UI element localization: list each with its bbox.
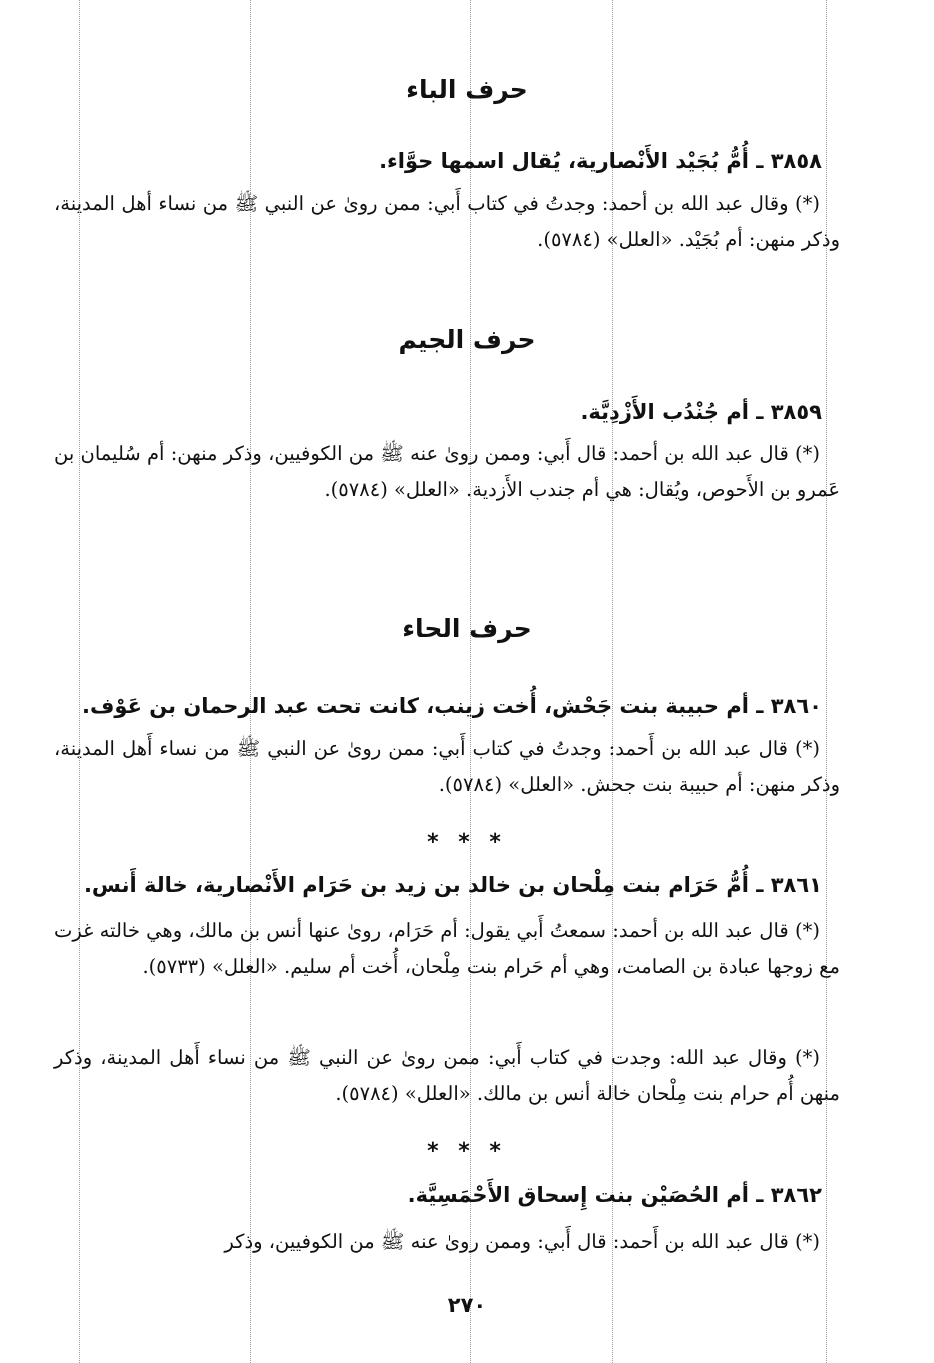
paragraph-text: (*) قال عبد الله بن أحمد: قال أَبي: وممن روىٰ عنه ﷺ من الكوفيين، وذكر منهن: أم سُليمان بن عَمرو بن الأَحوص، ويُقال: هي أم جندب الأَزدية. «العلل» (٥٧٨٤). [54, 442, 840, 501]
paragraph-text: (*) قال عبد الله بن أَحمد: قال أَبي: وممن روىٰ عنه ﷺ من الكوفيين، وذكر [224, 1230, 820, 1253]
page-number: ٢٧٠ [447, 1293, 487, 1317]
paragraph-text: (*) وقال عبد الله: وجدت في كتاب أَبي: ممن روىٰ عن النبي ﷺ من نساء أَهل المدينة، وذكر منهن أُم حرام بنت مِلْحان خالة أنس بن مالك. «العلل» (٥٧٨٤). [54, 1046, 840, 1105]
section-heading: حرف الحاء [402, 614, 532, 643]
paragraph-text: (*) قال عبد الله بن أحمد: سمعتُ أَبي يقول: أم حَرَام، روىٰ عنها أنس بن مالك، وهي خالته غزت مع زوجها عبادة بن الصامت، وهي أم حَرام بنت مِلْحان، أُخت أم سليم. «العلل» (٥٧٣٣). [54, 919, 840, 978]
section-heading: حرف الجيم [398, 325, 536, 354]
paragraph-text: (*) وقال عبد الله بن أحمد: وجدتُ في كتاب أَبي: ممن روىٰ عن النبي ﷺ من نساء أهل المدينة، وذكر منهن: أم بُجَيْد. «العلل» (٥٧٨٤). [54, 192, 840, 251]
entry-paragraph [54, 1224, 840, 1260]
separator-stars: * * * [427, 830, 507, 855]
paragraph-text: (*) قال عبد الله بن أَحمد: وجدتُ في كتاب أَبي: ممن روىٰ عن النبي ﷺ من نساء أَهل المدينة، وذكر منهن: أم حبيبة بنت جحش. «العلل» (٥٧٨٤). [54, 737, 840, 796]
separator-stars: * * * [427, 1139, 507, 1164]
entry-title: ٣٨٥٨ ـ أُمُّ بُجَيْد الأَنْصارية، يُقال اسمها حوَّاء. [379, 149, 822, 173]
section-heading: حرف الباء [406, 75, 528, 104]
entry-paragraph [54, 913, 840, 985]
entry-paragraph [54, 1040, 840, 1112]
entry-title: ٣٨٥٩ ـ أم جُنْدُب الأَزْدِيَّة. [580, 400, 822, 424]
entry-title: ٣٨٦١ ـ أُمُّ حَرَام بنت مِلْحان بن خالد بن زيد بن حَرَام الأَنْصارية، خالة أَنس. [83, 873, 822, 897]
entry-paragraph [54, 186, 840, 258]
entry-title: ٣٨٦٢ ـ أم الحُصَيْن بنت إِسحاق الأَحْمَسِيَّة. [407, 1183, 822, 1207]
entry-paragraph [54, 731, 840, 803]
entry-title: ٣٨٦٠ ـ أم حبيبة بنت جَحْش، أُخت زينب، كانت تحت عبد الرحمان بن عَوْف. [82, 694, 822, 718]
entry-paragraph [54, 436, 840, 508]
